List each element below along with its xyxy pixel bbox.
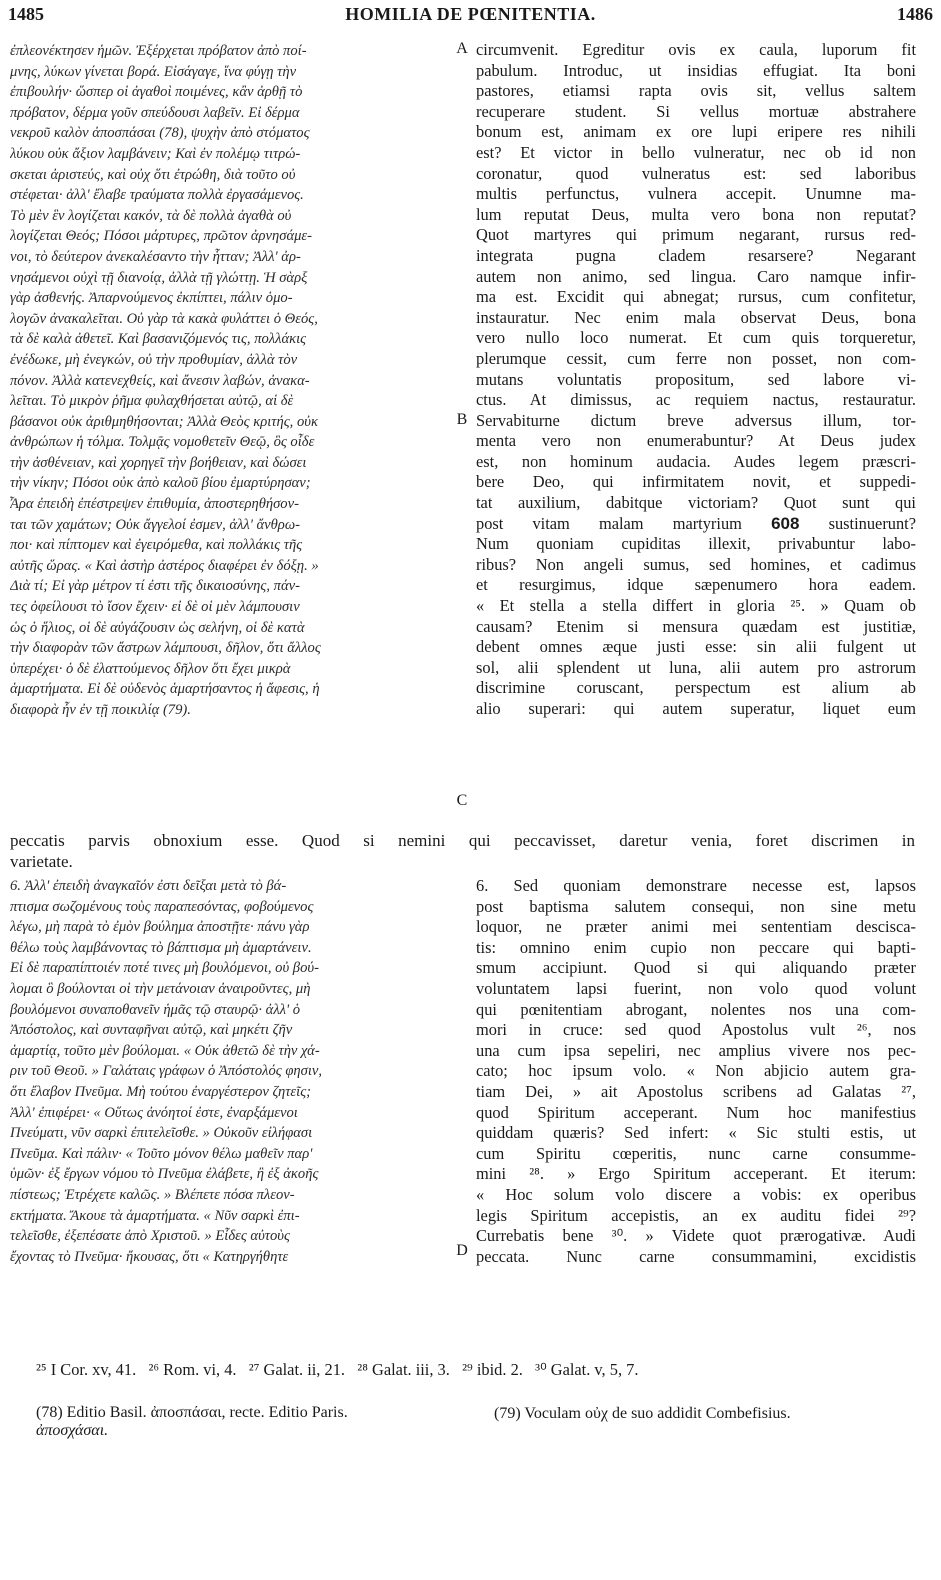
greek-line: Πνεῦμα. Καὶ πάλιν· « Τοῦτο μόνον θέλω μαθεῖν παρ' bbox=[10, 1145, 313, 1162]
section-marker-c: C bbox=[456, 792, 468, 809]
latin-line: lum reputat Deus, multa vero bona non reputat? bbox=[476, 204, 916, 224]
greek-column-bottom bbox=[10, 876, 452, 1267]
greek-line: νησάμενοι οὐχὶ τῇ διανοίᾳ, ἀλλὰ τῇ γλώττῃ. Ἡ σὰρξ bbox=[10, 269, 308, 286]
greek-column-top bbox=[10, 41, 452, 721]
latin-line: circumvenit. Egreditur ovis ex caula, luporum fit bbox=[476, 40, 916, 59]
greek-line: ὅτι ἔλαβον Πνεῦμα. Μὴ τούτου ἐναργέστερον ζητεῖς; bbox=[10, 1083, 312, 1100]
latin-line: bonum est, animam ex ore lupi eripere res nihili bbox=[476, 122, 916, 142]
latin-line: Num quoniam cupiditas illexit, privabuntur labo- bbox=[476, 534, 916, 554]
greek-line: τὴν ἀσθένειαν, καὶ χορηγεῖ τὴν βοήθειαν, καὶ δώσει bbox=[10, 454, 307, 471]
latin-line: peccata. Nunc carne consummamini, excidistis bbox=[476, 1246, 916, 1266]
latin-line: bere Deo, qui infirmitatem novit, et suppedi- bbox=[476, 472, 916, 492]
greek-line: λέγω, μὴ παρὰ τὸ ἐμὸν βούλημα ἀποστῇτε· πάνυ γὰρ bbox=[10, 919, 310, 936]
greek-line: ὑμῶν· ἐξ ἔργων νόμου τὸ Πνεῦμα ἐλάβετε, ἢ ἐξ ἀκοῆς bbox=[10, 1166, 319, 1183]
greek-line: πίστεως; Ἐτρέχετε καλῶς. » Βλέπετε πόσα πλεον- bbox=[10, 1186, 295, 1203]
greek-line: Εἰ δὲ παραπίπτοιέν ποτέ τινες μὴ βουλόμενοι, οὐ βού- bbox=[10, 960, 319, 977]
greek-line: λογίζεται Θεός; Πόσοι μάρτυρες, πρῶτον ἀρνησάμε- bbox=[10, 228, 313, 245]
latin-line: Quot martyres qui primum negarant, rursus red- bbox=[476, 225, 916, 245]
scripture-references: ²⁵ I Cor. xv, 41. ²⁶ Rom. vi, 4. ²⁷ Galat. ii, 21. ²⁸ Galat. iii, 3. ²⁹ ibid. 2. ³⁰ Galat. v, 5, 7. bbox=[36, 1360, 639, 1379]
latin-line: multis perfunctus, vulnera accepit. Unumne ma- bbox=[476, 184, 916, 204]
footnote-78-line: (78) Editio Basil. ἀποσπάσαι, recte. Editio Paris. bbox=[36, 1404, 348, 1421]
latin-line: est, non hominum audacia. Audes legem præscri- bbox=[476, 451, 916, 471]
page-number-left: 1485 bbox=[8, 4, 44, 24]
latin-line: legis Spiritum accepistis, an ex auditu fidei ²⁹? bbox=[476, 1205, 916, 1225]
section-marker-a: A bbox=[456, 40, 468, 57]
latin-line: qui pœnitentiam abrogant, nolentes nos una com- bbox=[476, 999, 916, 1019]
latin-line: smum accipiunt. Quod si qui aliquando præter bbox=[476, 958, 916, 978]
greek-line: πρόβατον, δέρμα γοῦν σπεύδουσι λαβεῖν. Εἰ δέρμα bbox=[10, 104, 300, 121]
greek-line: γὰρ ἀσθενής. Ἀπαρνούμενος ἐκπίπτει, πάλιν ὁμο- bbox=[10, 290, 293, 307]
latin-line: quod Spiritum acceperant. Num hoc manifestius bbox=[476, 1102, 916, 1122]
greek-line: ἐπιβουλήν· ὥσπερ οἱ ἀγαθοὶ ποιμένες, κἂν ἀρθῇ τὸ bbox=[10, 84, 303, 101]
full-width-line: varietate. bbox=[10, 851, 73, 871]
latin-line: instauratur. Nec enim mala observat Deus, bona bbox=[476, 307, 916, 327]
latin-line: tis: omnino enim cupio non peccare qui bapti- bbox=[476, 937, 916, 957]
greek-line: ται τῶν χαμάτων; Οὐκ ἄγγελοί ἐσμεν, ἀλλ' ἄνθρω- bbox=[10, 516, 300, 533]
latin-line: quiddam quæris? Sed infert: « Sic stulti estis, ut bbox=[476, 1123, 916, 1143]
latin-line: post vitam malam martyrium bbox=[476, 513, 742, 533]
latin-line: mutans voluntatis propositum, sed labore vi- bbox=[476, 369, 916, 389]
page-header bbox=[8, 4, 933, 30]
greek-line: εκτήματα. Ἄκουε τὰ ἁμαρτήματα. « Νῦν σαρκὶ ἐπι- bbox=[10, 1207, 300, 1224]
latin-line: integrata pugna cladem resarsere? Negarant bbox=[476, 245, 916, 265]
greek-line: Διὰ τί; Εἰ γὰρ μέτρον τί ἐστι τῆς δικαιοσύνης, πάν- bbox=[10, 578, 300, 595]
greek-line: Τὸ μὲν ἓν λογίζεται κακόν, τὰ δὲ πολλὰ ἀγαθὰ οὐ bbox=[10, 207, 292, 224]
greek-line: ἀνθρώπων ἡ τόλμα. Τολμᾷς νομοθετεῖν Θεῷ, ὃς οἶδε bbox=[10, 434, 315, 451]
latin-line: Currebatis bene ³⁰. » Videte quot prærogativæ. Audi bbox=[476, 1226, 916, 1246]
latin-line: ma est. Excidit qui abnegat; rursus, cum confitetur, bbox=[476, 287, 916, 307]
latin-line: loquor, ne præter animi mei sententiam descisca- bbox=[476, 917, 916, 937]
latin-line: causam? Etenim si mensura quædam est justitiæ, bbox=[476, 616, 916, 636]
latin-line: menta vero non enumerabuntur? At Deus judex bbox=[476, 431, 916, 451]
latin-line: est? Et victor in bello vulneratur, nec ob id non bbox=[476, 142, 916, 162]
latin-line: debent omnes æque justi esse: sin alii fulgent ut bbox=[476, 637, 916, 657]
latin-line: pastores, etiamsi rapta ovis sit, vellus saltem bbox=[476, 81, 916, 101]
greek-line: μνης, λύκων γίνεται βορά. Εἰσάγαγε, ἵνα φύγῃ τὴν bbox=[10, 63, 297, 80]
greek-line: λεῖται. Τὸ μικρὸν ῥῆμα φυλαχθήσεται αὐτῷ, αἱ δὲ bbox=[10, 393, 294, 410]
latin-line: mori in cruce: sed quod Apostolus vult ²⁶, nos bbox=[476, 1020, 916, 1040]
latin-line: sol, alii splendent ut luna, alii autem pro astrorum bbox=[476, 657, 916, 677]
greek-line: λύκου οὐκ ἄξιον λαμβάνειν; Καὶ ἐν πολέμῳ τιτρώ- bbox=[10, 145, 301, 162]
greek-line: πτισμα σωζομένους τοὺς παραπεσόντας, φοβούμενος bbox=[10, 898, 314, 915]
page-number-right: 1486 bbox=[897, 4, 933, 24]
latin-line: post baptisma salutem consequi, non sine metu bbox=[476, 896, 916, 916]
greek-line: ὑπερέχει· ὁ δὲ ἐλαττούμενος δῆλον ὅτι ἔχει μικρὰ bbox=[10, 660, 291, 677]
section-marker-b: B bbox=[456, 411, 468, 428]
greek-line: τὰ δὲ καλὰ ἀθετεῖ. Καὶ βασανιζόμενός τις, πολλάκις bbox=[10, 331, 307, 348]
latin-line: Servabiturne dictum breve adversus illum, tor- bbox=[476, 410, 916, 430]
greek-line: ἐνέδωκε, μὴ ἐνεγκών, οὐ τὴν προθυμίαν, ἀλλὰ τὸν bbox=[10, 351, 298, 368]
greek-line: νεκροῦ καλὸν ἀποσπάσαι (78), ψυχὴν ἀπὸ στόματος bbox=[10, 125, 310, 142]
greek-line: Ἆρα ἐπειδὴ ἐπέστρεψεν ἐπιθυμία, ἀποστερηθήσον- bbox=[10, 496, 299, 513]
greek-line: βάσανοι οὐκ ἀριθμηθήσονται; Ἀλλὰ Θεὸς κριτής, οὐκ bbox=[10, 413, 318, 430]
latin-line: discrimine coruscant, perspectum est alium ab bbox=[476, 678, 916, 698]
latin-line: autem non animo, sed lingua. Caro namque infir- bbox=[476, 266, 916, 286]
greek-line: τὴν νίκην; Πόσοι οὐκ ἀπὸ καλοῦ βίου ἐμαρτύρησαν; bbox=[10, 475, 311, 492]
latin-line: recuperare student. Si vellus mortuæ abstrahere bbox=[476, 101, 916, 121]
latin-line: cato; hoc ipsum volo. « Non abjicio autem gra- bbox=[476, 1061, 916, 1081]
section-marker-d: D bbox=[456, 1242, 468, 1259]
greek-line: θέλω τοὺς λαμβάνοντας τὸ βάπτισμα μὴ ἁμαρτάνειν. bbox=[10, 939, 312, 956]
full-width-line: peccatis parvis obnoxium esse. Quod si nemini qui peccavisset, daretur venia, foret discrimen in bbox=[10, 831, 915, 850]
greek-line: βουλόμενοι συναποθανεῖν ἡμᾶς τῷ σταυρῷ· ἀλλ' ὁ bbox=[10, 1001, 301, 1018]
greek-line: νοι, τὸ δεύτερον ἀνεκαλέσαντο τὴν ἧτταν; Ἀλλ' ἀρ- bbox=[10, 248, 301, 265]
greek-line: Ἀλλ' ἐπιφέρει· « Οὕτως ἀνόητοί ἐστε, ἐναρξάμενοι bbox=[10, 1104, 298, 1121]
latin-line: ribus? Non angeli sumus, sed homines, et cadimus bbox=[476, 554, 916, 574]
latin-line: « Et stella a stella differt in gloria ²⁵. » Quam ob bbox=[476, 596, 916, 616]
greek-line: Ἀπόστολος, καὶ συνταφῆναι αὐτῷ, καὶ μηκέτι ζῆν bbox=[10, 1022, 293, 1039]
greek-line: ὡς ὁ ἥλιος, οἱ δὲ αὐγάζουσιν ὡς σελήνη, οἱ δὲ κατὰ bbox=[10, 619, 305, 636]
greek-line: ποι· καὶ πίπτομεν καὶ ἐγειρόμεθα, καὶ πολλάκις τῆς bbox=[10, 537, 303, 554]
latin-line: et resurgimus, idque sæpenumero hora eadem. bbox=[476, 575, 916, 595]
greek-line: τες ὀφείλουσι τὸ ἴσον ἔχειν· εἰ δὲ οἱ μὲν λάμπουσιν bbox=[10, 599, 300, 616]
greek-line: σκεται ἀριστεύς, καὶ οὐχ ὅτι ἐτρώθη, διὰ τοῦτο οὐ bbox=[10, 166, 296, 183]
latin-line: alio superari: qui autem superatur, liquet eum bbox=[476, 699, 916, 718]
latin-line: tiam Dei, » ait Apostolus scribens ad Galatas ²⁷, bbox=[476, 1081, 916, 1101]
latin-line: plerumque cessit, cum ferre non posset, non com- bbox=[476, 348, 916, 368]
greek-line: ἐπλεονέκτησεν ἡμῶν. Ἐξέρχεται πρόβατον ἀπὸ ποί- bbox=[10, 43, 307, 59]
greek-line: τελεῖσθε, ἐξεπέσατε ἀπὸ Χριστοῦ. » Εἶδες αὐτοὺς bbox=[10, 1228, 290, 1245]
latin-line-tail: sustinuerunt? bbox=[799, 513, 916, 533]
latin-column-top bbox=[476, 40, 916, 720]
footnote-78-line: ἀποσχάσαι. bbox=[36, 1422, 109, 1439]
greek-line: τὴν διαφορὰν τῶν ἄστρων λάμπουσι, δῆλον, ὅτι ἄλλος bbox=[10, 640, 321, 657]
greek-line: πόνον. Ἀλλὰ κατενεχθείς, καὶ ἄνεσιν λαβών, ἀνακα- bbox=[10, 372, 310, 389]
greek-line: ἁμαρτήματα. Εἰ δὲ οὐδενὸς ἁμαρτήσαντος ἡ ἄφεσις, ἡ bbox=[10, 681, 320, 698]
greek-line: ἔχοντας τὸ Πνεῦμα· ἤκουσας, ὅτι « Κατηργήθητε bbox=[10, 1248, 289, 1265]
greek-line: διαφορὰ ἦν ἐν τῇ ποικιλίᾳ (79). bbox=[10, 702, 191, 718]
greek-line: Πνεύματι, νῦν σαρκὶ ἐπιτελεῖσθε. » Οὐκοῦν εἰλήφασι bbox=[10, 1125, 313, 1142]
column-number-608: 608 bbox=[771, 513, 800, 533]
latin-line: vero nullo loco numerat. Et cum quis torqueretur, bbox=[476, 328, 916, 348]
greek-line: ἁμαρτίᾳ, τοῦτο μὲν βούλομαι. « Οὐκ ἀθετῶ δὲ τὴν χά- bbox=[10, 1042, 320, 1059]
latin-line: tat auxilium, dabitque victoriam? Quot sunt qui bbox=[476, 493, 916, 513]
footnote-78 bbox=[36, 1404, 456, 1440]
latin-line: 6. Sed quoniam demonstrare necesse est, lapsos bbox=[476, 876, 916, 895]
latin-line: mini ²⁸. » Ergo Spiritum acceperant. Et iterum: bbox=[476, 1164, 916, 1184]
greek-line: λογῶν ἀνακαλεῖται. Οὐ γὰρ τὰ κακὰ φυλάττει ὁ Θεός, bbox=[10, 310, 318, 327]
latin-line: cum Spiritu cœperitis, nunc carne consumme- bbox=[476, 1143, 916, 1163]
latin-line: voluntatem lapsi fuerint, non volo quod volunt bbox=[476, 978, 916, 998]
greek-line: 6. Ἀλλ' ἐπειδὴ ἀναγκαῖόν ἐστι δεῖξαι μετὰ τὸ βά- bbox=[10, 878, 287, 894]
latin-column-bottom bbox=[476, 876, 916, 1267]
latin-line: coronatur, quod vulneratus est: sed laboribus bbox=[476, 163, 916, 183]
latin-line: una cum ipsa sepeliri, nec amplius vivere nos pec- bbox=[476, 1040, 916, 1060]
latin-line: pabulum. Introduc, ut insidias effugiat. Ita boni bbox=[476, 60, 916, 80]
latin-line-with-number bbox=[476, 514, 916, 535]
greek-line: αὐτῆς ὥρας. « Καὶ ἀστὴρ ἀστέρος διαφέρει ἐν δόξῃ. » bbox=[10, 557, 319, 574]
greek-line: ριν τοῦ Θεοῦ. » Γαλάταις γράφων ὁ Ἀπόστολός φησιν, bbox=[10, 1063, 323, 1080]
greek-line: λομαι ὃ βούλονται οἱ τὴν μετάνοιαν ἀναιροῦντες, μὴ bbox=[10, 980, 311, 997]
latin-line: ctus. At dimissus, ac requiem nactus, restauratur. bbox=[476, 390, 916, 410]
running-title: HOMILIA DE PŒNITENTIA. bbox=[345, 4, 596, 24]
footnote-79: (79) Voculam οὐχ de suo addidit Combefisius. bbox=[494, 1405, 791, 1422]
latin-line: « Hoc solum volo discere a vobis: ex operibus bbox=[476, 1184, 916, 1204]
greek-line: στέφεται· ἀλλ' ἔλαβε τραύματα πολλὰ ἐργασάμενος. bbox=[10, 187, 304, 204]
full-width-text bbox=[10, 831, 915, 872]
